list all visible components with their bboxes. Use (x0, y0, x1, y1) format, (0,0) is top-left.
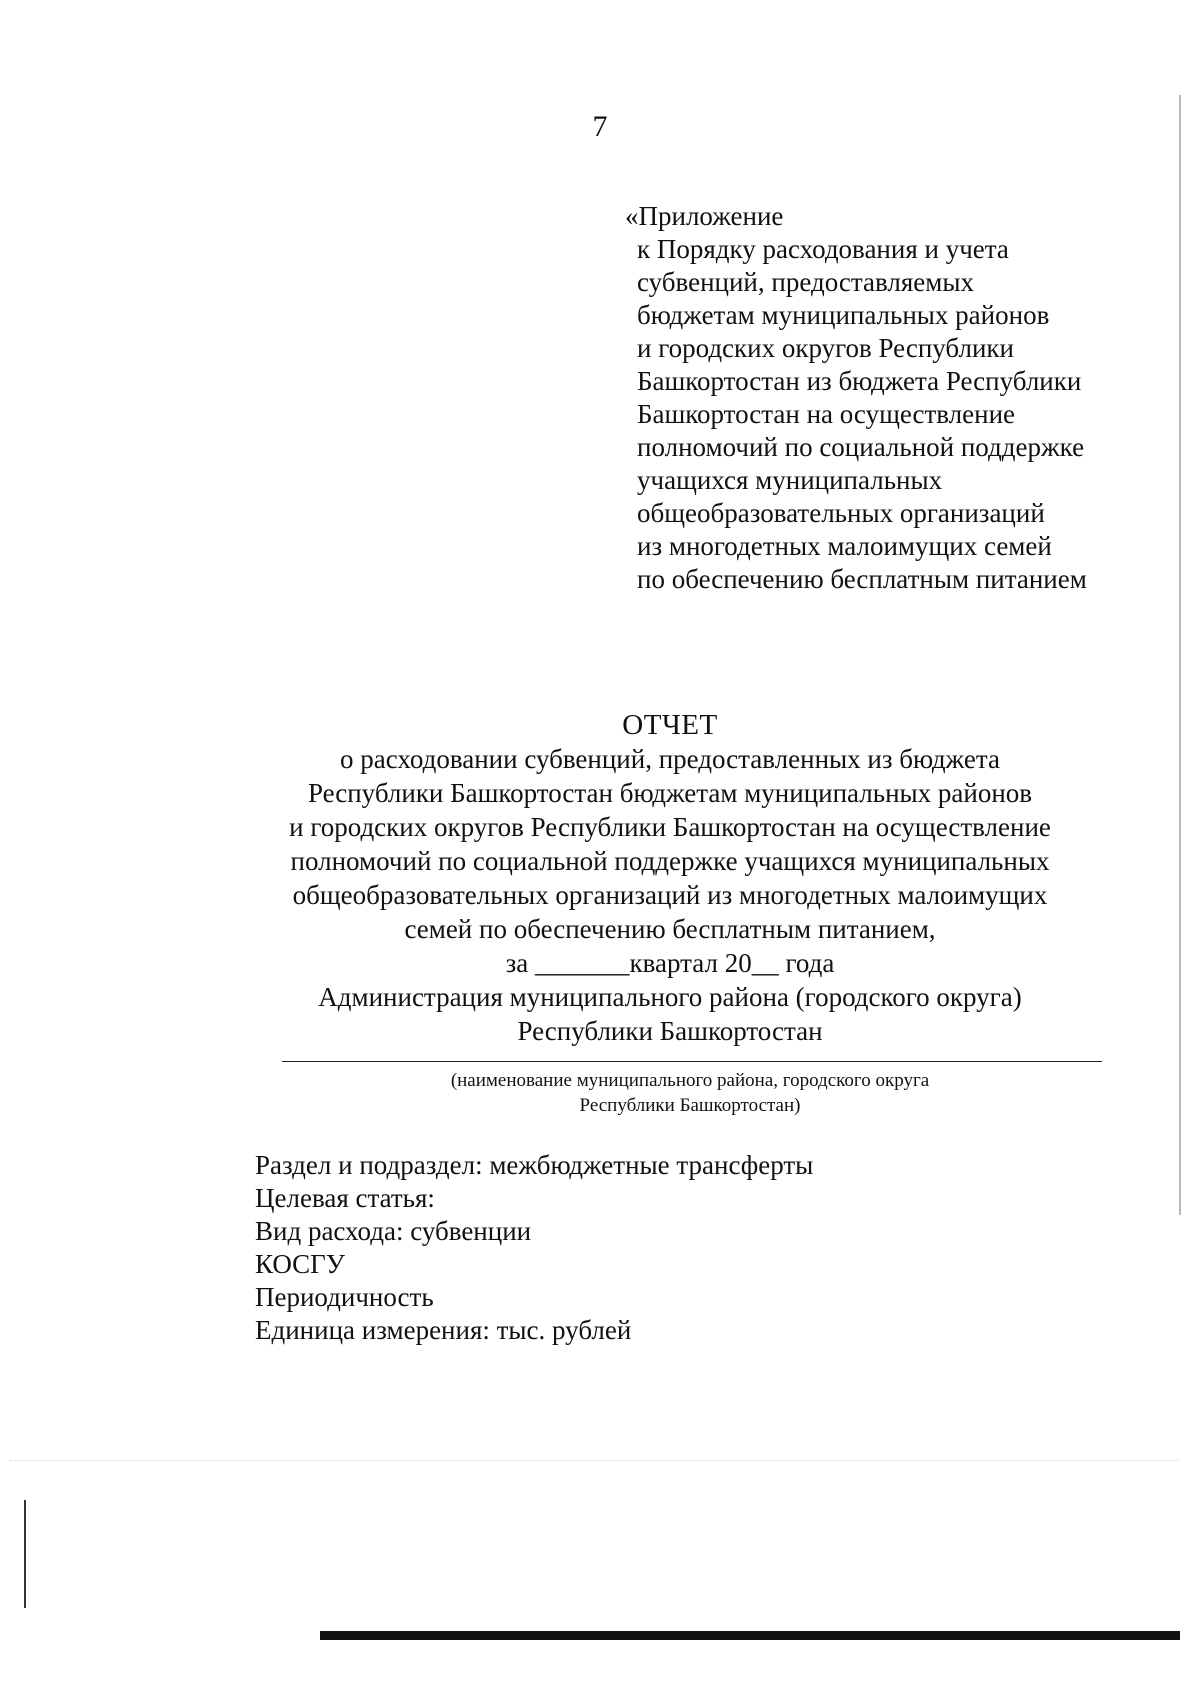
field-unit: Единица измерения: тыс. рублей (255, 1315, 632, 1345)
appendix-line: полномочий по социальной поддержке (637, 432, 1085, 462)
report-title-line: и городских округов Республики Башкортостан на осуществление (289, 812, 1051, 842)
scan-artifact-right-edge (1179, 95, 1181, 1215)
field-kosgu: КОСГУ (255, 1249, 345, 1279)
report-title-line: о расходовании субвенций, предоставленных из бюджета (340, 744, 1000, 774)
appendix-block (625, 200, 1145, 596)
name-fill-line (282, 1061, 1102, 1062)
field-expense-type: Вид расхода: субвенции (255, 1216, 532, 1246)
field-target-article: Целевая статья: (255, 1183, 435, 1213)
report-fields (255, 1149, 1055, 1347)
report-admin-line: Республики Башкортостан (517, 1016, 823, 1046)
name-caption (275, 1068, 1105, 1118)
report-title-line: Республики Башкортостан бюджетам муниципальных районов (307, 778, 1033, 808)
field-periodicity: Периодичность (255, 1282, 434, 1312)
report-admin-line: Администрация муниципального района (городского округа) (318, 982, 1022, 1012)
appendix-line: бюджетам муниципальных районов (637, 300, 1050, 330)
appendix-line: из многодетных малоимущих семей (637, 531, 1052, 561)
appendix-line: общеобразовательных организаций (637, 498, 1045, 528)
field-section: Раздел и подраздел: межбюджетные трансферты (255, 1150, 814, 1180)
scan-artifact-dots (10, 1460, 1180, 1461)
appendix-line: субвенций, предоставляемых (637, 267, 974, 297)
appendix-line: по обеспечению бесплатным питанием (637, 564, 1087, 594)
page-number: 7 (592, 110, 608, 143)
report-title-line: общеобразовательных организаций из многодетных малоимущих (292, 880, 1048, 910)
report-title-line: полномочий по социальной поддержке учащихся муниципальных (290, 846, 1050, 876)
report-heading: ОТЧЕТ (622, 709, 718, 741)
caption-line: Республики Башкортостан) (579, 1095, 801, 1116)
appendix-line: к Порядку расходования и учета (637, 234, 1009, 264)
scan-artifact-bottom-bar (320, 1631, 1180, 1640)
appendix-line: «Приложение (625, 201, 784, 231)
appendix-line: учащихся муниципальных (637, 465, 943, 495)
caption-line: (наименование муниципального района, городского округа (450, 1070, 930, 1091)
appendix-line: Башкортостан на осуществление (637, 399, 1016, 429)
report-period-line: за _______квартал 20__ года (505, 948, 835, 978)
scan-artifact-left-edge (24, 1500, 26, 1608)
appendix-line: и городских округов Республики (637, 333, 1014, 363)
report-title-block (120, 708, 1200, 1048)
report-title-line: семей по обеспечению бесплатным питанием, (404, 914, 936, 944)
appendix-line: Башкортостан из бюджета Республики (637, 366, 1082, 396)
